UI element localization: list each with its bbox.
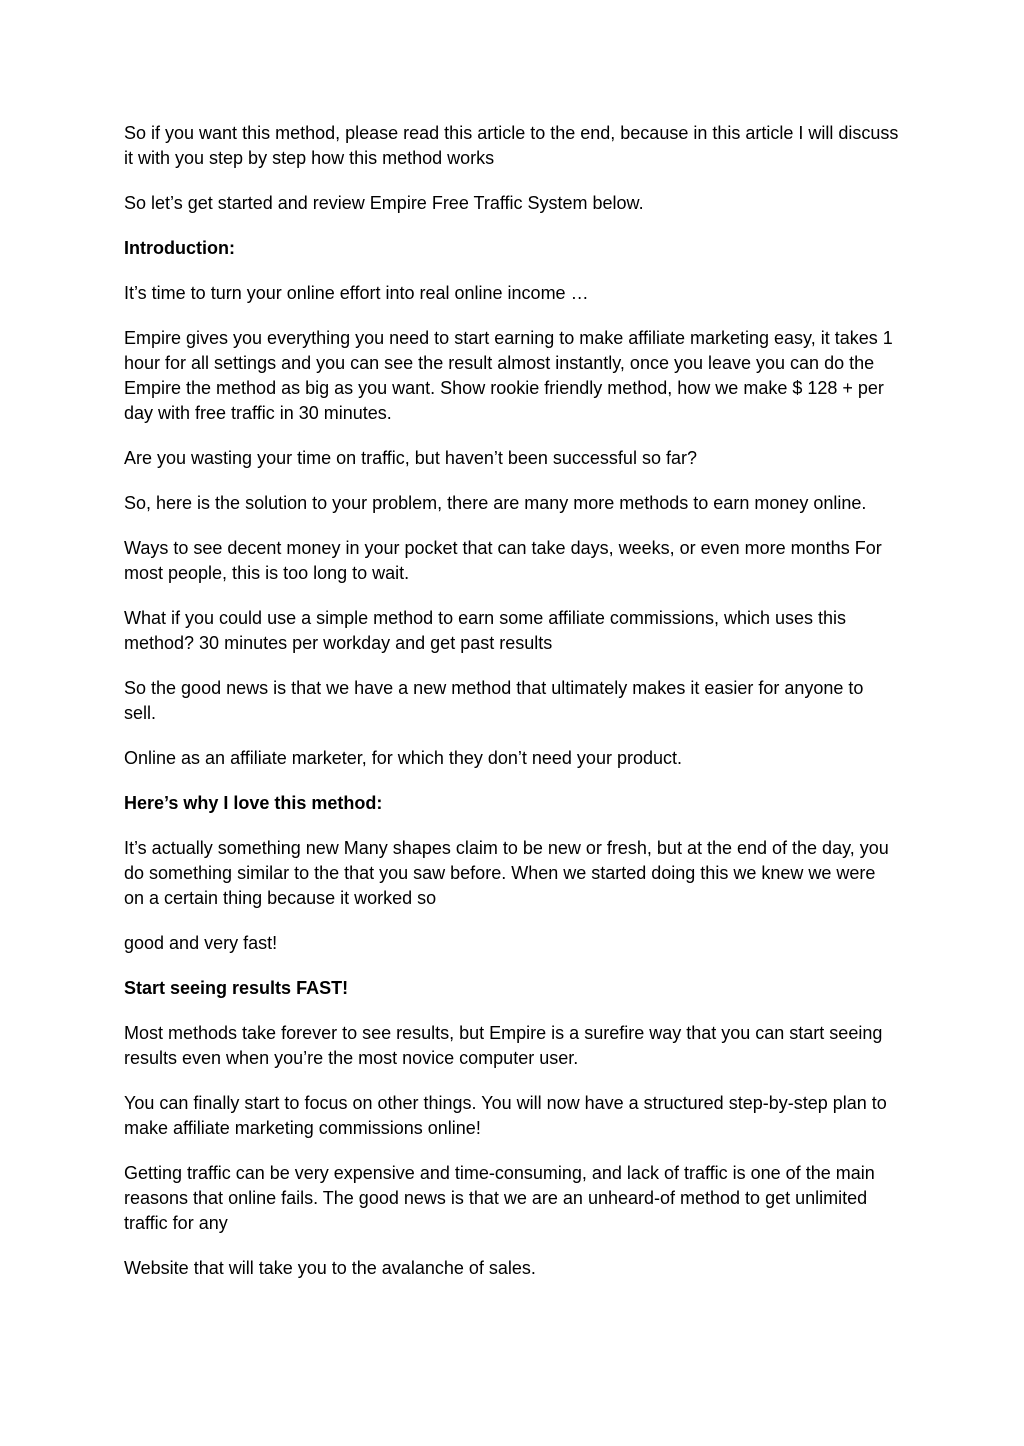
paragraph: So if you want this method, please read this article to the end, because in this article I will discuss it with you step by step how this method works	[124, 123, 899, 168]
paragraph: Online as an affiliate marketer, for which they don’t need your product.	[124, 748, 682, 768]
paragraph: So, here is the solution to your problem, there are many more methods to earn money online.	[124, 493, 867, 513]
paragraph: Website that will take you to the avalanche of sales.	[124, 1258, 536, 1278]
paragraph: Ways to see decent money in your pocket that can take days, weeks, or even more months For most people, this is too long to wait.	[124, 538, 882, 583]
paragraph: What if you could use a simple method to earn some affiliate commissions, which uses this method? 30 minutes per workday and get past results	[124, 608, 846, 653]
paragraph: Getting traffic can be very expensive and time-consuming, and lack of traffic is one of the main reasons that online fails. The good news is that we are an unheard-of method to get unlimited traffic for any	[124, 1163, 875, 1233]
paragraph: Empire gives you everything you need to start earning to make affiliate marketing easy, it takes 1 hour for all settings and you can see the result almost instantly, once you leave you can do the Empire the method as big as you want. Show rookie friendly method, how we make $ 128 + per day with free traffic in 30 minutes.	[124, 328, 893, 423]
paragraph: good and very fast!	[124, 933, 278, 953]
paragraph: It’s time to turn your online effort into real online income …	[124, 283, 589, 303]
section-heading: Introduction:	[124, 238, 235, 258]
section-heading: Start seeing results FAST!	[124, 978, 349, 998]
paragraph: Are you wasting your time on traffic, but haven’t been successful so far?	[124, 448, 697, 468]
section-heading: Here’s why I love this method:	[124, 793, 383, 813]
paragraph: So let’s get started and review Empire Free Traffic System below.	[124, 193, 644, 213]
paragraph: So the good news is that we have a new method that ultimately makes it easier for anyone to sell.	[124, 678, 864, 723]
paragraph: You can finally start to focus on other things. You will now have a structured step-by-step plan to make affiliate marketing commissions online!	[124, 1093, 887, 1138]
paragraph: Most methods take forever to see results, but Empire is a surefire way that you can start seeing results even when you’re the most novice computer user.	[124, 1023, 883, 1068]
paragraph: It’s actually something new Many shapes claim to be new or fresh, but at the end of the day, you do something similar to the that you saw before. When we started doing this we knew we were on a certain thing because it worked so	[124, 838, 889, 908]
document-body	[124, 121, 899, 1301]
